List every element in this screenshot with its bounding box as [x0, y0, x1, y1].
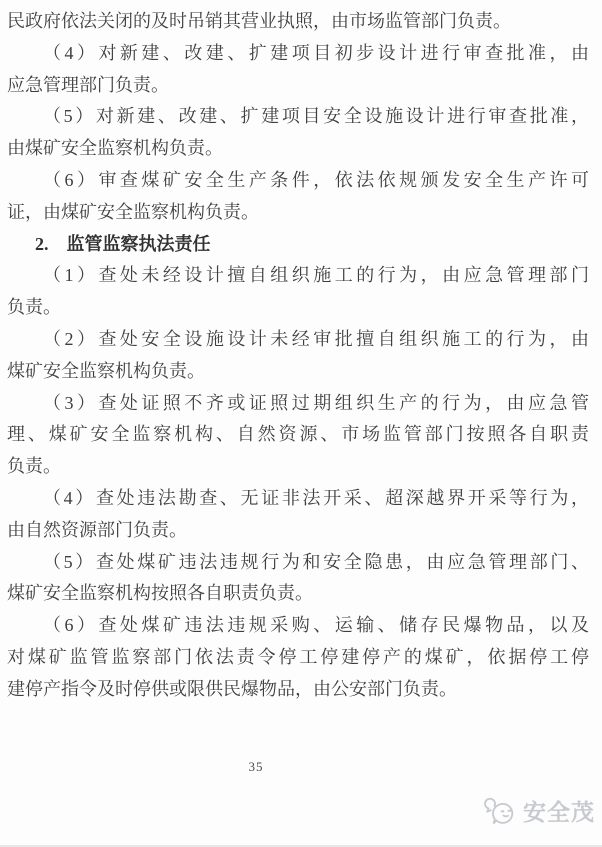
text-line: （4）对新建、改建、扩建项目初步设计进行审查批准，由 [43, 42, 589, 63]
text-line: （1）查处未经设计擅自组织施工的行为，由应急管理部门 [43, 265, 589, 286]
text-line: 证，由煤矿安全监察机构负责。 [7, 201, 259, 222]
brand-watermark [484, 797, 595, 827]
text-line: 对煤矿监管监察部门依法责令停工停建停产的煤矿，依据停工停 [7, 646, 589, 667]
text-line: 建停产指令及时停供或限供民爆物品，由公安部门负责。 [7, 678, 457, 699]
text-line: （5）查处煤矿违法违规行为和安全隐患，由应急管理部门、 [43, 551, 589, 572]
text-line: （3）查处证照不齐或证照过期组织生产的行为，由应急管 [43, 392, 589, 413]
text-line: 由自然资源部门负责。 [7, 519, 187, 540]
text-line: 应急管理部门负责。 [7, 74, 169, 95]
section-heading: 2. 监管监察执法责任 [35, 233, 211, 254]
brand-name: 安全茂 [523, 799, 595, 825]
text-line: 负责。 [7, 297, 61, 318]
text-line: 煤矿安全监察机构负责。 [7, 360, 205, 381]
text-line: （4）查处违法勘查、无证非法开采、超深越界开采等行为， [43, 487, 589, 508]
text-line: （2）查处安全设施设计未经审批擅自组织施工的行为，由 [43, 328, 589, 349]
text-line: （6）查处煤矿违法违规采购、运输、储存民爆物品，以及 [43, 615, 589, 636]
text-line: （5）对新建、改建、扩建项目安全设施设计进行审查批准， [43, 106, 589, 127]
text-line: 负责。 [7, 456, 61, 477]
text-line: 民政府依法关闭的及时吊销其营业执照，由市场监管部门负责。 [7, 11, 511, 31]
text-line: 煤矿安全监察机构按照各自职责负责。 [7, 583, 313, 604]
text-line: （6）审查煤矿安全生产条件，依法依规颁发安全生产许可 [43, 169, 589, 190]
chat-bubble-face-icon [484, 797, 520, 827]
text-line: 由煤矿安全监察机构负责。 [7, 138, 223, 159]
text-line: 理、煤矿安全监察机构、自然资源、市场监管部门按照各自职责 [7, 424, 589, 445]
page-number: 35 [248, 759, 264, 774]
document-body [7, 6, 589, 706]
